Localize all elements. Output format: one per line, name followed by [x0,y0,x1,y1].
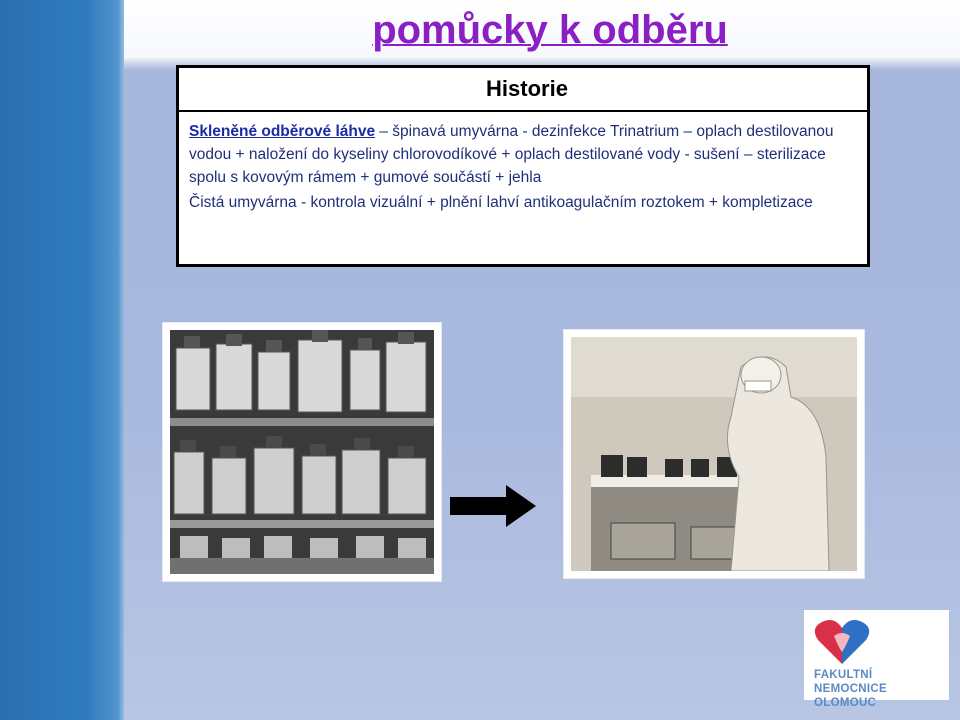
bottles-shelf-image [170,330,434,574]
slide-title: pomůcky k odběru [372,8,728,52]
panel-body [179,112,867,214]
history-panel [176,65,870,267]
logo-text [814,668,944,710]
panel-header [179,68,867,112]
logo-line-1: FAKULTNÍ NEMOCNICE [814,669,887,695]
nurse-preparing-photo [564,330,864,578]
paragraph-clean-room: Čistá umyvárna - kontrola vizuální + plnění lahví antikoagulačním roztokem + kompletizace [189,194,813,211]
left-decorative-band [0,0,124,720]
logo-line-2: OLOMOUC [814,697,877,709]
panel-header-label: Historie [486,76,568,101]
bottles-shelf-photo [163,323,441,581]
right-arrow-icon [450,485,536,527]
paragraph-text: – špinavá umyvárna - dezinfekce Trinatrium – oplach destilovanou vodou + naložení do kyseliny chlorovodíkové + oplach destilované vody - sušení – sterilizace spolu s kovovým rámem + gumové součástí + jehla [189,123,834,186]
hospital-logo [804,610,949,709]
nurse-preparing-image [571,337,857,571]
paragraph-bottles [189,120,857,189]
heart-logo-icon [812,616,872,668]
paragraph-lead: Skleněné odběrové láhve [189,123,376,140]
